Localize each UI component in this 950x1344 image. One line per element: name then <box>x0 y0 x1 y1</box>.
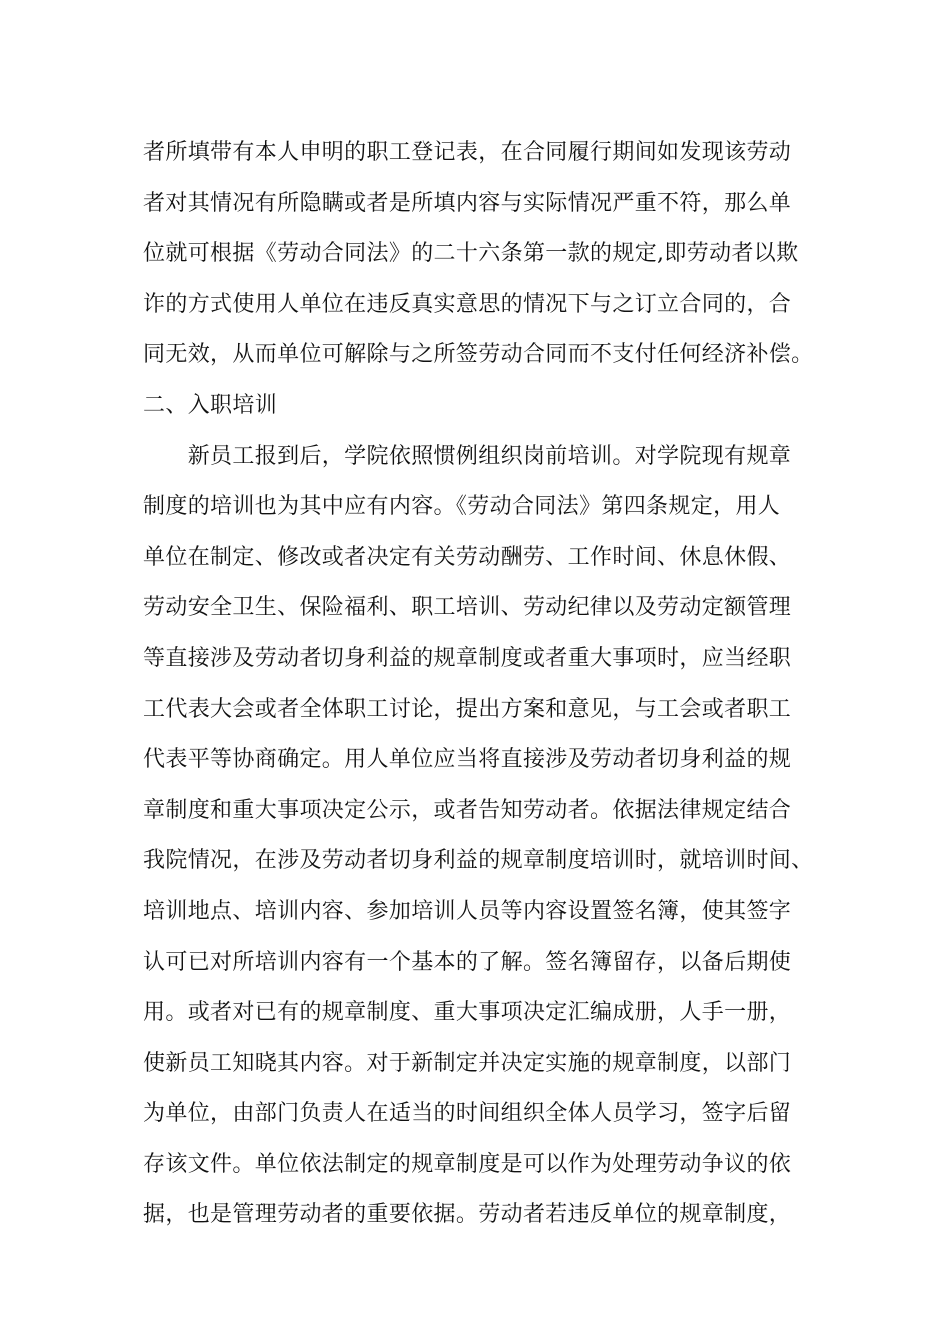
body-text <box>143 128 823 1241</box>
text-line: 者所填带有本人申明的职工登记表，在合同履行期间如发现该劳动 <box>143 140 792 165</box>
text-line: 据，也是管理劳动者的重要依据。劳动者若违反单位的规章制度， <box>143 1202 792 1228</box>
text-line: 位就可根据《劳动合同法》的二十六条第一款的规定,即劳动者以欺 <box>143 241 799 267</box>
section-heading: 二、入职培训 <box>143 392 278 418</box>
text-line: 使新员工知晓其内容。对于新制定并决定实施的规章制度，以部门 <box>143 1050 792 1076</box>
text-line: 单位在制定、修改或者决定有关劳动酬劳、工作时间、休息休假、 <box>143 544 792 570</box>
text-line: 培训地点、培训内容、参加培训人员等内容设置签名簿，使其签字 <box>143 898 792 924</box>
text-line: 工代表大会或者全体职工讨论，提出方案和意见，与工会或者职工 <box>143 696 792 722</box>
text-line: 诈的方式使用人单位在违反真实意思的情况下与之订立合同的，合 <box>143 291 792 317</box>
text-line: 代表平等协商确定。用人单位应当将直接涉及劳动者切身利益的规 <box>143 747 792 773</box>
text-line: 为单位，由部门负责人在适当的时间组织全体人员学习，签字后留 <box>143 1101 792 1127</box>
text-line: 者对其情况有所隐瞒或者是所填内容与实际情况严重不符，那么单 <box>143 190 792 216</box>
text-line: 用。或者对已有的规章制度、重大事项决定汇编成册，人手一册， <box>143 1000 792 1026</box>
text-line: 制度的培训也为其中应有内容。《劳动合同法》第四条规定，用人 <box>143 494 781 520</box>
text-line: 认可已对所培训内容有一个基本的了解。签名簿留存，以备后期使 <box>143 949 792 975</box>
text-line: 存该文件。单位依法制定的规章制度是可以作为处理劳动争议的依 <box>143 1151 792 1177</box>
text-line: 劳动安全卫生、保险福利、职工培训、劳动纪律以及劳动定额管理 <box>143 595 792 621</box>
text-line: 新员工报到后，学院依照惯例组织岗前培训。对学院现有规章 <box>143 443 792 469</box>
text-line: 等直接涉及劳动者切身利益的规章制度或者重大事项时，应当经职 <box>143 645 792 671</box>
text-line: 我院情况，在涉及劳动者切身利益的规章制度培训时，就培训时间、 <box>143 848 814 874</box>
text-line: 章制度和重大事项决定公示，或者告知劳动者。依据法律规定结合 <box>143 797 792 823</box>
text-line: 同无效，从而单位可解除与之所签劳动合同而不支付任何经济补偿。 <box>143 342 814 368</box>
